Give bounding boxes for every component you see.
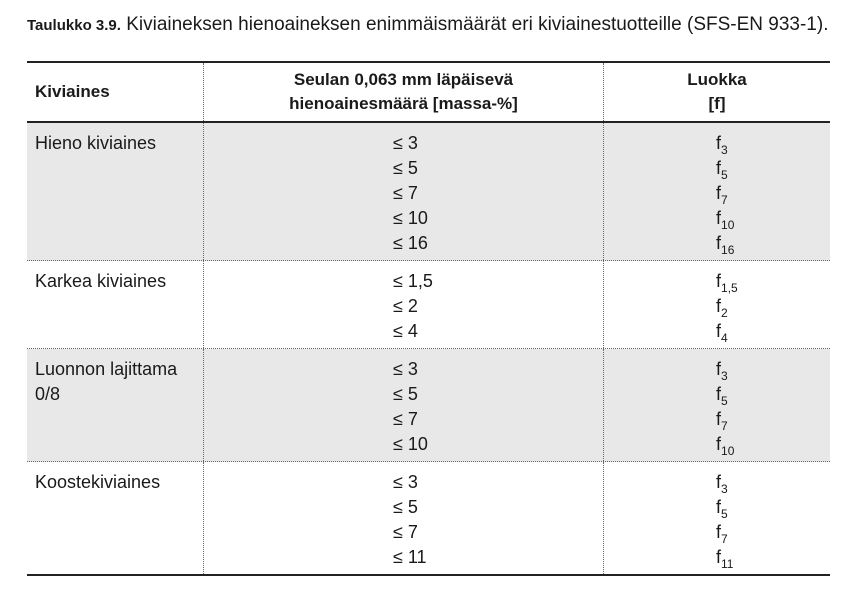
fines-limit-value: ≤ 5 — [393, 158, 418, 178]
aggregate-name-line: Hieno kiviaines — [35, 133, 157, 153]
caption-text: Kiviaineksen hienoaineksen enimmäismäärät eri kiviainestuotteille (SFS-EN 933-1). — [120, 14, 829, 35]
category-symbol: f — [716, 158, 722, 178]
aggregate-name-line: Koostekiviaines — [35, 472, 161, 492]
category-symbol: f — [716, 133, 722, 153]
category-value — [604, 231, 830, 256]
category-symbol: f — [716, 472, 722, 492]
header-aggregate: Kiviaines — [35, 82, 110, 101]
header-category-line2: [f] — [708, 94, 726, 113]
category-value — [604, 407, 830, 432]
category-symbol: f — [716, 522, 722, 542]
category-symbol: f — [716, 208, 722, 228]
caption-label: Taulukko 3.9. — [27, 17, 121, 34]
table-row-group — [27, 261, 830, 349]
fines-limit-value: ≤ 3 — [393, 359, 418, 379]
category-value — [604, 206, 830, 231]
header-fines-line1: Seulan 0,063 mm läpäisevä — [293, 70, 514, 89]
category-value — [604, 520, 830, 545]
fines-limit-cell — [203, 349, 603, 461]
category-subscript: 5 — [721, 394, 728, 408]
aggregate-name — [27, 261, 203, 348]
category-subscript: 2 — [721, 306, 728, 320]
category-value — [604, 131, 830, 156]
aggregate-name — [27, 349, 203, 461]
category-subscript: 3 — [721, 482, 728, 496]
fines-limit-value: ≤ 1,5 — [393, 271, 433, 291]
category-symbol: f — [716, 183, 722, 203]
fines-limit-cell — [203, 261, 603, 348]
category-subscript: 3 — [721, 143, 728, 157]
table-header — [27, 63, 830, 123]
aggregate-name — [27, 123, 203, 260]
category-subscript: 16 — [721, 243, 735, 257]
category-value — [604, 294, 830, 319]
header-fines-content — [203, 63, 603, 121]
category-value — [604, 470, 830, 495]
category-symbol: f — [716, 321, 722, 341]
header-fines-line2: hienoainesmäärä [massa-%] — [289, 94, 518, 113]
category-symbol: f — [716, 233, 722, 253]
category-subscript: 10 — [721, 218, 735, 232]
fines-limit-value: ≤ 5 — [393, 497, 418, 517]
table-row-group — [27, 123, 830, 261]
category-subscript: 11 — [721, 557, 734, 571]
category-symbol: f — [716, 409, 722, 429]
aggregate-name-line: 0/8 — [35, 384, 61, 404]
category-value — [604, 432, 830, 457]
category-cell — [603, 349, 830, 461]
header-category-line1: Luokka — [687, 70, 747, 89]
fines-limit-value: ≤ 2 — [393, 296, 418, 316]
fines-limit-value: ≤ 7 — [393, 522, 418, 542]
fines-limit-value: ≤ 5 — [393, 384, 418, 404]
category-symbol: f — [716, 359, 722, 379]
aggregate-name-line: Karkea kiviaines — [35, 271, 167, 291]
category-subscript: 1,5 — [721, 281, 738, 295]
fines-limit-value: ≤ 3 — [393, 472, 418, 492]
table-body — [27, 123, 830, 576]
category-subscript: 5 — [721, 507, 728, 521]
category-value — [604, 545, 830, 570]
fines-limit-value: ≤ 3 — [393, 133, 418, 153]
aggregate-name-line: Luonnon lajittama — [35, 359, 178, 379]
fines-limit-value: ≤ 16 — [393, 233, 428, 253]
fines-limit-value: ≤ 11 — [393, 547, 427, 567]
category-value — [604, 382, 830, 407]
category-symbol: f — [716, 271, 722, 291]
category-subscript: 5 — [721, 168, 728, 182]
category-subscript: 4 — [721, 331, 728, 345]
table-row-group — [27, 349, 830, 462]
category-subscript: 10 — [721, 444, 735, 458]
fines-limit-cell — [203, 123, 603, 260]
fines-limit-value: ≤ 10 — [393, 208, 428, 228]
table-caption — [27, 14, 828, 36]
category-symbol: f — [716, 547, 722, 567]
category-symbol: f — [716, 434, 722, 454]
table-row-group — [27, 462, 830, 576]
category-subscript: 7 — [721, 193, 728, 207]
aggregate-name — [27, 462, 203, 574]
category-symbol: f — [716, 296, 722, 316]
category-symbol: f — [716, 384, 722, 404]
category-value — [604, 357, 830, 382]
fines-table — [27, 61, 830, 576]
fines-limit-value: ≤ 4 — [393, 321, 418, 341]
fines-limit-value: ≤ 10 — [393, 434, 428, 454]
fines-limit-value: ≤ 7 — [393, 409, 418, 429]
category-subscript: 7 — [721, 532, 728, 546]
category-subscript: 3 — [721, 369, 728, 383]
category-cell — [603, 462, 830, 574]
category-cell — [603, 261, 830, 348]
category-value — [604, 181, 830, 206]
category-value — [604, 319, 830, 344]
category-value — [604, 269, 830, 294]
fines-limit-cell — [203, 462, 603, 574]
fines-limit-value: ≤ 7 — [393, 183, 418, 203]
category-subscript: 7 — [721, 419, 728, 433]
header-category — [603, 63, 830, 121]
category-cell — [603, 123, 830, 260]
category-value — [604, 495, 830, 520]
category-symbol: f — [716, 497, 722, 517]
category-value — [604, 156, 830, 181]
